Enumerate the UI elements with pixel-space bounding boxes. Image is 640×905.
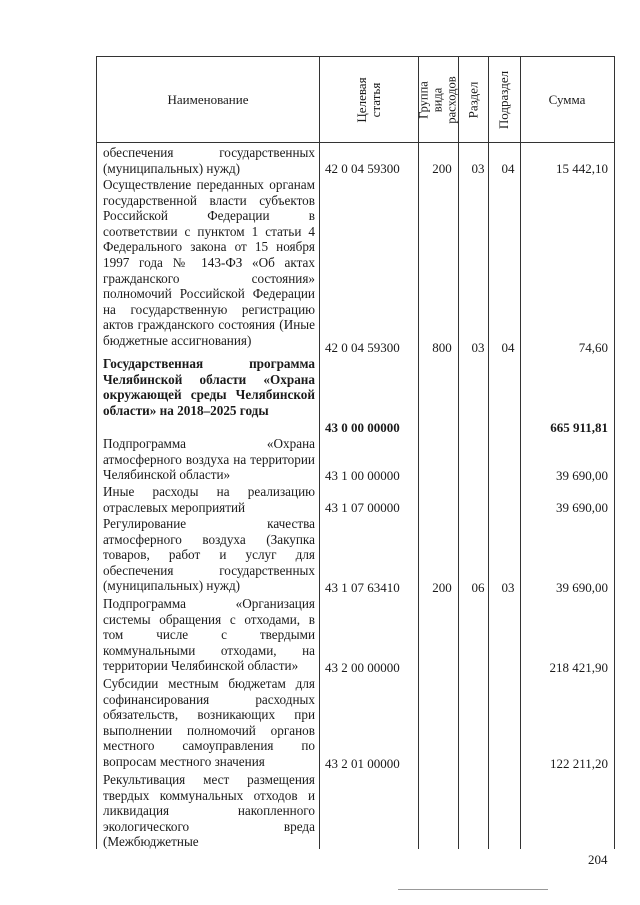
row-name: Осуществление переданных органам государственной власти субъектов Российской Федерации в соответствии с пунктом 1 статьи 4 Федерального закона от 15 ноября 1997 года № 143-ФЗ «Об актах гражданского состояния» полномочий Российской Федерации на государственную регистрацию актов гражданского состояния (Иные бюджетные ассигнования) (103, 177, 315, 348)
row-name: Государственная программа Челябинской области «Охрана окружающей среды Челябинской области» на 2018–2025 годы (103, 356, 315, 418)
row-subsection: 03 (501, 580, 515, 595)
row-group: 200 (432, 161, 452, 176)
row-sum: 39 690,00 (556, 468, 608, 483)
footer-line (398, 889, 548, 890)
header-name: Наименование (167, 91, 249, 107)
row-code: 43 2 01 00000 (325, 756, 400, 771)
row-sum: 39 690,00 (556, 500, 608, 515)
row-subsection: 04 (501, 161, 515, 176)
header-subsection (488, 57, 520, 142)
row-section: 03 (471, 161, 485, 176)
row-group: 800 (432, 340, 452, 355)
row-sum: 15 442,10 (556, 161, 608, 176)
row-group: 200 (432, 580, 452, 595)
col-divider (319, 57, 320, 849)
row-name: Подпрограмма «Организация системы обращения с отходами, в том числе с твердыми коммунальными отходами, на территории Челябинской области» (103, 596, 315, 674)
header-divider (97, 142, 614, 143)
row-code: 43 1 07 00000 (325, 500, 400, 515)
row-name: Подпрограмма «Охрана атмосферного воздуха на территории Челябинской области» (103, 436, 315, 483)
row-sum: 122 211,20 (549, 756, 608, 771)
page-number: 204 (588, 852, 608, 867)
row-sum: 665 911,81 (550, 420, 608, 435)
row-name: обеспечения государственных (муниципальных) нужд) (103, 145, 315, 176)
header-section-text: Раздел (465, 81, 480, 118)
row-code: 42 0 04 59300 (325, 161, 400, 176)
header-sum: Сумма (548, 91, 586, 107)
budget-table (96, 56, 615, 849)
header-code-text: Целевая статья (353, 76, 383, 123)
header-group (418, 57, 458, 142)
row-code: 43 1 07 63410 (325, 580, 400, 595)
row-sum: 39 690,00 (556, 580, 608, 595)
col-divider (418, 57, 419, 849)
row-section: 03 (471, 340, 485, 355)
row-subsection: 04 (501, 340, 515, 355)
row-section: 06 (471, 580, 485, 595)
header-group-text: Группа вида расходов (417, 75, 460, 124)
row-sum: 74,60 (578, 340, 608, 355)
row-name: Регулирование качества атмосферного воздуха (Закупка товаров, работ и услуг для обеспечения государственных (муниципальных) нужд) (103, 516, 315, 594)
row-sum: 218 421,90 (549, 660, 608, 675)
row-code: 42 0 04 59300 (325, 340, 400, 355)
header-subsection-text: Подраздел (496, 70, 512, 129)
row-code: 43 2 00 00000 (325, 660, 400, 675)
row-name: Субсидии местным бюджетам для софинансирования расходных обязательств, возникающих при выполнении полномочий органов местного самоуправления по вопросам местного значения (103, 676, 315, 769)
header-section (458, 57, 488, 142)
header-code (319, 57, 418, 142)
row-code: 43 0 00 00000 (325, 420, 400, 435)
row-name: Рекультивация мест размещения твердых коммунальных отходов и ликвидация накопленного экологического вреда (Межбюджетные (103, 772, 315, 850)
row-name: Иные расходы на реализацию отраслевых мероприятий (103, 484, 315, 515)
row-code: 43 1 00 00000 (325, 468, 400, 483)
